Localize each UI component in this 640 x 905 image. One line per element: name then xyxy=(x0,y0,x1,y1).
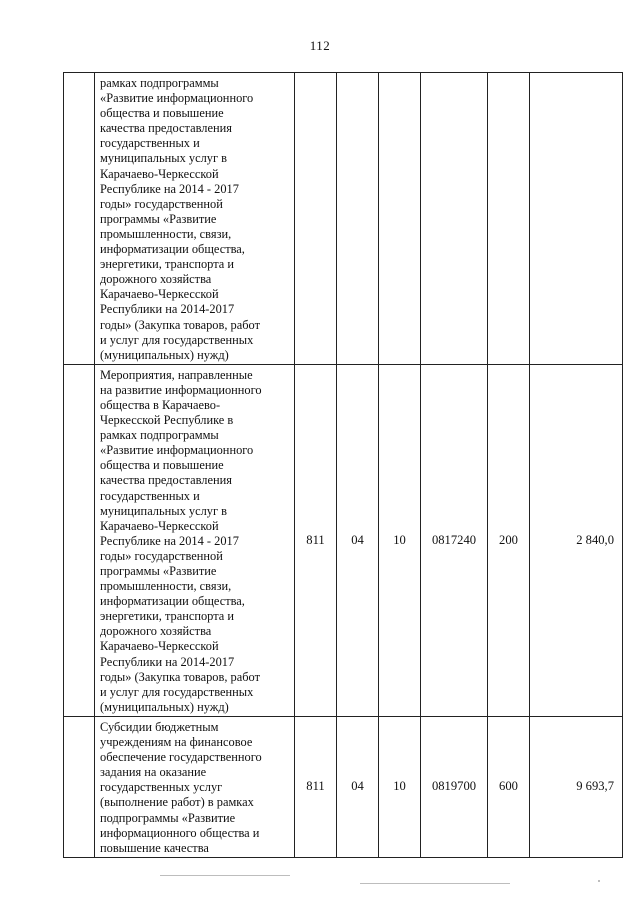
expense-type-cell: 600 xyxy=(488,716,530,857)
budget-table xyxy=(63,72,623,858)
target-article-cell: 0817240 xyxy=(421,364,488,716)
row-number-cell xyxy=(64,364,95,716)
amount-cell: 9 693,7 xyxy=(530,716,623,857)
ministry-cell: 811 xyxy=(295,716,337,857)
ministry-cell: 811 xyxy=(295,364,337,716)
subsection-cell: 10 xyxy=(379,364,421,716)
description-cell xyxy=(95,73,295,365)
subsection-cell xyxy=(379,73,421,365)
description-cell xyxy=(95,716,295,857)
table-row xyxy=(64,364,623,716)
scan-artifact-line xyxy=(160,875,290,876)
subsection-cell: 10 xyxy=(379,716,421,857)
amount-cell: 2 840,0 xyxy=(530,364,623,716)
table-row xyxy=(64,73,623,365)
scan-artifact-line xyxy=(360,883,510,884)
target-article-cell: 0819700 xyxy=(421,716,488,857)
expense-type-cell: 200 xyxy=(488,364,530,716)
section-cell: 04 xyxy=(337,716,379,857)
table-row xyxy=(64,716,623,857)
section-cell: 04 xyxy=(337,364,379,716)
expense-type-cell xyxy=(488,73,530,365)
amount-cell xyxy=(530,73,623,365)
page-number: 112 xyxy=(309,38,331,53)
row-description: Субсидии бюджетным учреждениям на финансовое обеспечение государственного задания на оказание государственных услуг (выполнение работ) в рамках подпрограммы «Развитие информационного общества и повышение качества xyxy=(100,719,262,855)
target-article-cell xyxy=(421,73,488,365)
scan-artifact-dot xyxy=(598,880,600,882)
row-number-cell xyxy=(64,716,95,857)
row-number-cell xyxy=(64,73,95,365)
row-description: рамках подпрограммы «Развитие информационного общества и повышение качества предоставления государственных и муниципальных услуг в Карачаево-Черкесской Республике на 2014 - 2017 годы» государственной программы «Развитие промышленности, связи, информатизации общества, энергетики, транспорта и дорожного хозяйства Карачаево-Черкесской Республики на 2014-2017 годы» (Закупка товаров, работ и услуг для государственных (муниципальных) нужд) xyxy=(100,76,260,362)
ministry-cell xyxy=(295,73,337,365)
section-cell xyxy=(337,73,379,365)
row-description: Мероприятия, направленные на развитие информационного общества в Карачаево- Черкесской Республике в рамках подпрограммы «Развитие информационного общества и повышение качества предоставления государственных и муниципальных услуг в Карачаево-Черкесской Республике на 2014 - 2017 годы» государственной программы «Развитие промышленности, связи, информатизации общества, энергетики, транспорта и дорожного хозяйства Карачаево-Черкесской Республики на 2014-2017 годы» (Закупка товаров, работ и услуг для государственных (муниципальных) нужд) xyxy=(100,367,262,714)
description-cell xyxy=(95,364,295,716)
